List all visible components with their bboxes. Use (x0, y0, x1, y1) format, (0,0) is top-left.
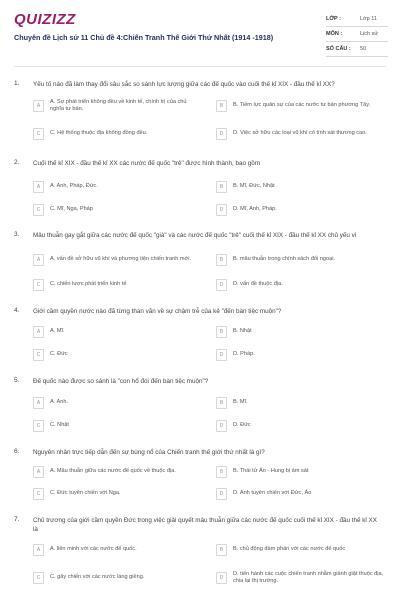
meta-value: Lớp 11 (360, 16, 377, 22)
question-text: Yếu tố nào đã làm thay đổi sâu sắc so sánh lực lượng giữa các đế quốc vào cuối thế kỉ XIX - đầu thế kỉ XX? (33, 81, 335, 88)
question-number: 2. (14, 159, 20, 166)
option-letter: D (216, 204, 227, 216)
question-text: Giới cầm quyền nước nào đã từng than vãn về sự chậm trễ của kẻ "đến bàn tiệc muộn"? (33, 308, 282, 315)
option-text: B. Nhật (233, 328, 252, 335)
option-text: B. Mĩ, Đức, Nhật (233, 183, 275, 190)
option-text: B. chủ động đàm phán với các nước đế quốc (233, 546, 346, 553)
meta-label: MÔN : (326, 31, 343, 37)
option-a[interactable] (33, 251, 201, 269)
option-text: B. Thái tử Áo - Hung bị ám sát (233, 468, 309, 475)
option-text: D. Mĩ, Anh, Pháp. (233, 206, 277, 213)
question-number: 1. (14, 80, 20, 87)
option-c[interactable] (33, 276, 201, 294)
option-text: C. Đức (50, 351, 68, 358)
option-d[interactable] (216, 569, 384, 587)
option-a[interactable] (33, 463, 201, 481)
option-letter: C (33, 488, 44, 500)
option-text: C. Đức tuyên chiến với Nga. (50, 490, 121, 497)
option-text: D. Pháp. (233, 351, 255, 358)
option-text: A. liên minh với các nước đế quốc. (50, 546, 137, 553)
option-b[interactable] (216, 463, 384, 481)
option-text: C. Nhật (50, 422, 69, 429)
option-text: A. vấn đề sở hữu vũ khí và phương tiện chiến tranh mới. (50, 256, 192, 263)
header-divider (14, 66, 386, 67)
question-text: Đế quốc nào được so sánh là "con hổ đói đến bàn tiệc muộn"? (33, 378, 209, 385)
option-text: D. Việc sở hữu các loại vũ khí có tính sát thương cao. (233, 130, 367, 137)
option-d[interactable] (216, 485, 384, 503)
option-a[interactable] (33, 178, 201, 196)
question-number: 4. (14, 307, 20, 314)
option-letter: C (33, 204, 44, 216)
meta-value: Lịch sử (360, 31, 379, 37)
option-letter: B (216, 100, 227, 112)
option-text: D. vấn đề thuộc địa. (233, 281, 283, 288)
option-a[interactable] (33, 323, 201, 341)
option-text: A. Anh. (50, 399, 69, 406)
option-text: D. tiến hành các cuộc chiến tranh nhằm giành giật thuộc địa, chia lại thị trường. (233, 570, 384, 584)
option-c[interactable] (33, 346, 201, 364)
option-c[interactable] (33, 201, 201, 219)
option-text: D. Anh tuyên chiến với Đức, Áo (233, 490, 312, 497)
option-d[interactable] (216, 417, 384, 435)
option-letter: D (216, 349, 227, 361)
option-b[interactable] (216, 178, 384, 196)
option-letter: B (216, 466, 227, 478)
option-c[interactable] (33, 125, 201, 143)
option-letter: A (33, 544, 44, 556)
option-b[interactable] (216, 97, 384, 115)
option-text: A. Mâu thuẫn giữa các nước đế quốc về thuộc địa. (50, 468, 176, 475)
question-text: Nguyên nhân trực tiếp dẫn đến sự bùng nổ của Chiến tranh thế giới thứ nhất là gì? (33, 449, 265, 456)
option-letter: B (216, 181, 227, 193)
option-letter: A (33, 326, 44, 338)
option-d[interactable] (216, 276, 384, 294)
question-text: Mâu thuẫn gay gắt giữa các nước đế quốc "già" và các nước đế quốc "trẻ" cuối thế kỉ XIX - đầu thế kỉ XX chủ yếu vì (33, 232, 357, 239)
option-text: A. Sự phát triển không đều về kinh tế, chính trị của chủ nghĩa tư bản. (50, 98, 187, 112)
option-letter: D (216, 279, 227, 291)
option-letter: D (216, 128, 227, 140)
option-letter: A (33, 100, 44, 112)
option-c[interactable] (33, 569, 201, 587)
option-c[interactable] (33, 485, 201, 503)
option-a[interactable] (33, 394, 201, 412)
option-letter: A (33, 397, 44, 409)
meta-row-count (326, 42, 388, 57)
option-text: B. Tiềm lực quân sự của các nước tư bản phương Tây. (233, 102, 371, 109)
option-letter: C (33, 572, 44, 584)
option-text: C. Mĩ, Nga, Pháp (50, 206, 93, 213)
question-number: 5. (14, 377, 20, 384)
worksheet-meta (326, 12, 388, 57)
option-letter: B (216, 326, 227, 338)
option-d[interactable] (216, 125, 384, 143)
meta-label: SỐ CÂU : (326, 46, 351, 52)
option-a[interactable] (33, 541, 201, 559)
option-letter: D (216, 572, 227, 584)
option-letter: C (33, 279, 44, 291)
option-letter: B (216, 397, 227, 409)
option-letter: C (33, 420, 44, 432)
quizizz-logo: QUIZIZZ (14, 11, 76, 28)
option-b[interactable] (216, 541, 384, 559)
option-c[interactable] (33, 417, 201, 435)
option-letter: A (33, 181, 44, 193)
option-letter: B (216, 254, 227, 266)
option-b[interactable] (216, 251, 384, 269)
option-text: C. chiến lược phát triển kinh tế (50, 281, 127, 288)
option-text: B. mâu thuẫn trong chính sách đối ngoại. (233, 256, 335, 263)
option-b[interactable] (216, 394, 384, 412)
option-text: A. Mĩ. (50, 328, 65, 335)
option-d[interactable] (216, 201, 384, 219)
question-text: Chủ trương của giới cầm quyền Đức trong việc giải quyết mâu thuẫn giữa các nước đế quốc cuối thế kỉ XIX - đầu thế kỉ XX là (33, 517, 377, 533)
question-number: 6. (14, 448, 20, 455)
meta-label: LỚP : (326, 16, 341, 22)
option-letter: A (33, 466, 44, 478)
question-text: Cuối thế kỉ XIX - đầu thế kỉ XX các nước đế quốc "trẻ" được hình thành, bao gồm (33, 160, 260, 167)
worksheet-title: Chuyên đề Lịch sử 11 Chủ đề 4:Chiến Tranh Thế Giới Thứ Nhất (1914 -1918) (14, 33, 274, 42)
meta-row-subject (326, 27, 388, 42)
question-number: 3. (14, 231, 20, 238)
option-letter: B (216, 544, 227, 556)
question-number: 7. (14, 516, 20, 523)
option-text: C. gây chiến với các nước láng giềng. (50, 574, 145, 581)
option-d[interactable] (216, 346, 384, 364)
option-text: C. Hệ thống thuộc địa không đồng đều. (50, 130, 148, 137)
worksheet-header (0, 0, 400, 62)
option-text: A. Anh, Pháp, Đức. (50, 183, 98, 190)
option-letter: C (33, 349, 44, 361)
option-letter: D (216, 420, 227, 432)
option-text: D. Đức (233, 422, 251, 429)
option-letter: C (33, 128, 44, 140)
meta-value: 50 (360, 46, 367, 52)
option-a[interactable] (33, 97, 201, 115)
option-letter: A (33, 254, 44, 266)
meta-row-class (326, 12, 388, 27)
option-b[interactable] (216, 323, 384, 341)
option-text: B. Mĩ. (233, 399, 248, 406)
option-letter: D (216, 488, 227, 500)
